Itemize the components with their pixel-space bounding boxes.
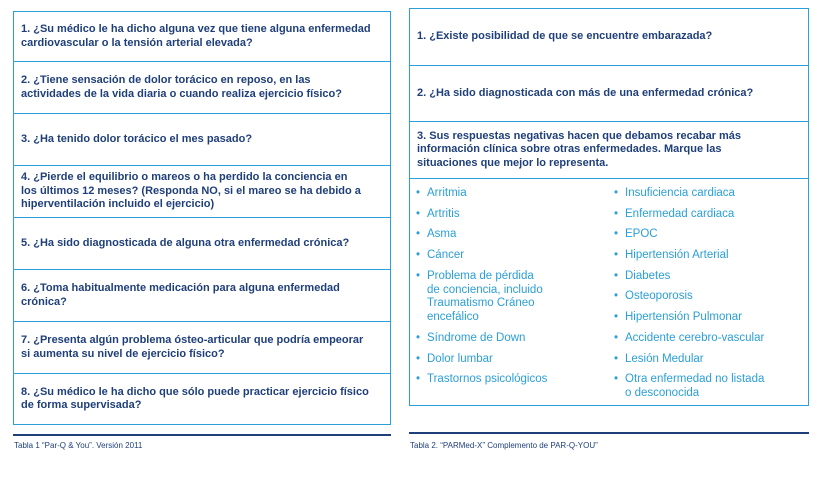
parq-question-7 [14, 322, 390, 374]
condition-item: • Arritmia [416, 187, 467, 201]
parq-question-5 [14, 218, 390, 270]
parq-question-2 [14, 62, 390, 114]
condition-item: • Otra enfermedad no listada o desconocida [614, 373, 764, 400]
table1-caption-rule [13, 434, 391, 436]
parmedx-question-1 [410, 9, 808, 66]
question-text: 5. ¿Ha sido diagnosticada de alguna otra enfermedad crónica? [21, 236, 350, 249]
question-text: 3. ¿Ha tenido dolor torácico el mes pasado? [21, 132, 253, 145]
question-text: 6. ¿Toma habitualmente medicación para alguna enfermedad crónica? [21, 282, 340, 308]
parq-question-1 [14, 12, 390, 62]
parmedx-question-3 [410, 122, 808, 179]
question-text: 7. ¿Presenta algún problema ósteo-articular que podría empeorar si aumenta su nivel de ejercicio físico? [21, 334, 364, 360]
parq-question-6 [14, 270, 390, 322]
question-text: 8. ¿Su médico le ha dicho que sólo puede practicar ejercicio físico de forma supervisada? [21, 385, 369, 411]
parmedx-question-2 [410, 66, 808, 122]
condition-item: • Insuficiencia cardiaca [614, 187, 735, 201]
condition-item: • Cáncer [416, 249, 464, 263]
condition-item: • Dolor lumbar [416, 353, 493, 367]
parq-table [13, 11, 391, 425]
question-text: 2. ¿Ha sido diagnosticada con más de una enfermedad crónica? [417, 86, 754, 99]
condition-item: • Hipertensión Pulmonar [614, 311, 742, 325]
parq-question-3 [14, 114, 390, 166]
condition-item: • Osteoporosis [614, 290, 693, 304]
parmedx-table [409, 8, 809, 406]
condition-item: • Hipertensión Arterial [614, 249, 729, 263]
condition-item: • Diabetes [614, 270, 670, 284]
condition-item: • EPOC [614, 228, 658, 242]
condition-item: • Enfermedad cardiaca [614, 208, 734, 222]
question-text: 3. Sus respuestas negativas hacen que debamos recabar más información clínica sobre otras enfermedades. Marque las situaciones que mejor lo representa. [417, 129, 742, 169]
condition-lists [410, 179, 808, 405]
parq-question-4 [14, 166, 390, 218]
question-text: 1. ¿Existe posibilidad de que se encuentre embarazada? [417, 30, 713, 43]
question-text: 2. ¿Tiene sensación de dolor torácico en reposo, en las actividades de la vida diaria o cuando realiza ejercicio físico? [21, 74, 342, 100]
condition-item: • Artritis [416, 208, 460, 222]
table2-caption-rule [409, 432, 809, 434]
condition-item: • Accidente cerebro-vascular [614, 332, 764, 346]
condition-item: • Problema de pérdida de conciencia, incluido Traumatismo Cráneo encefálico [416, 270, 543, 324]
table1-caption: Tabla 1 “Par-Q & You”. Versión 2011 [14, 441, 143, 450]
condition-item: • Trastornos psicológicos [416, 373, 547, 387]
parq-question-8 [14, 374, 390, 424]
table2-caption: Tabla 2. “PARMed-X” Complemento de PAR-Q-YOU” [410, 441, 598, 450]
question-text: 1. ¿Su médico le ha dicho alguna vez que tiene alguna enfermedad cardiovascular o la tensión arterial elevada? [21, 23, 371, 49]
question-text: 4. ¿Pierde el equilibrio o mareos o ha perdido la conciencia en los últimos 12 meses? (Responda NO, si el mareo se ha debido a hiperventilación incluido el ejercicio) [21, 171, 361, 211]
condition-item: • Asma [416, 228, 456, 242]
condition-item: • Lesión Medular [614, 353, 704, 367]
condition-item: • Síndrome de Down [416, 332, 525, 346]
